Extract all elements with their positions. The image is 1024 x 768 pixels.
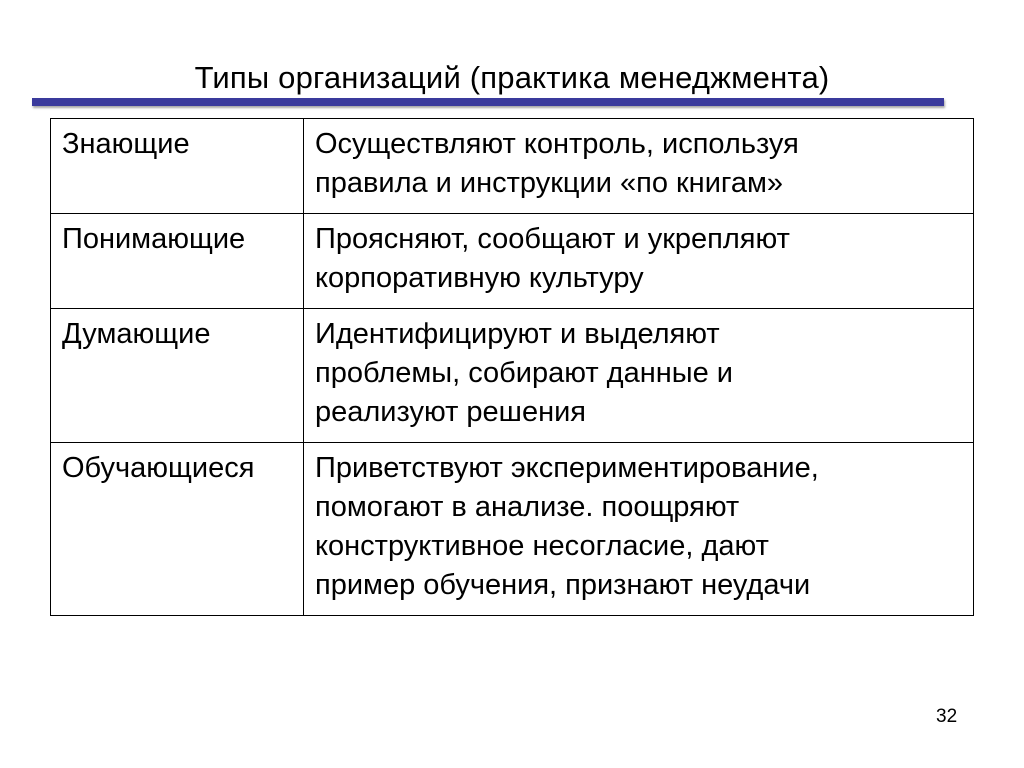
type-cell: Понимающие — [51, 214, 304, 309]
table-row — [51, 214, 974, 309]
description-cell: Идентифицируют и выделяют проблемы, собирают данные и реализуют решения — [304, 309, 974, 443]
slide-title: Типы организаций (практика менеджмента) — [194, 60, 830, 95]
description-cell: Проясняют, сообщают и укрепляют корпоративную культуру — [304, 214, 974, 309]
type-cell: Знающие — [51, 119, 304, 214]
title-underline-bar — [32, 98, 944, 106]
description-cell: Осуществляют контроль, используя правила и инструкции «по книгам» — [304, 119, 974, 214]
organization-types-table — [50, 118, 974, 616]
table-row — [51, 119, 974, 214]
page-number: 32 — [936, 706, 958, 727]
table-row — [51, 443, 974, 616]
type-cell: Обучающиеся — [51, 443, 304, 616]
table-row — [51, 309, 974, 443]
type-cell: Думающие — [51, 309, 304, 443]
description-cell: Приветствуют экспериментирование, помогают в анализе. поощряют конструктивное несогласие, дают пример обучения, признают неудачи — [304, 443, 974, 616]
